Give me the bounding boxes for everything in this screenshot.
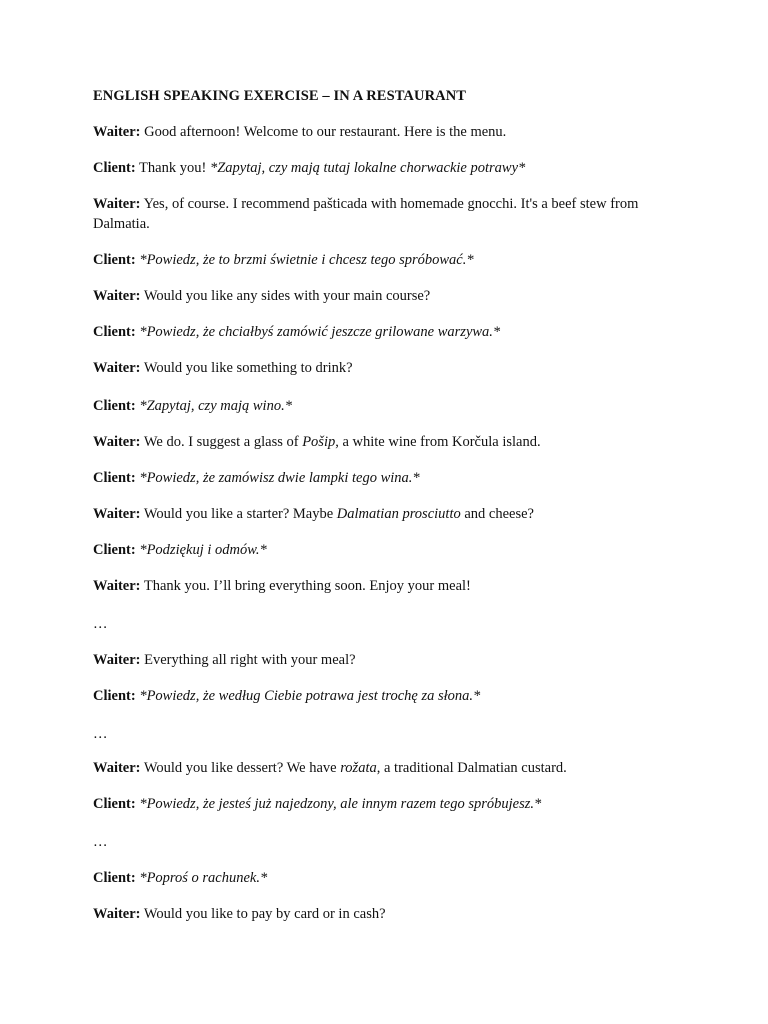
line-text: Would you like to pay by card or in cash? [140, 906, 386, 922]
ellipsis: … [93, 834, 108, 850]
dialogue-line [93, 540, 663, 560]
speaker-label: Client: [93, 470, 136, 486]
dialogue-line [93, 158, 663, 178]
dialogue-line [93, 794, 663, 814]
line-text: Good afternoon! Welcome to our restaurant. Here is the menu. [140, 124, 507, 140]
dialogue-line [93, 396, 663, 416]
dialogue-line [93, 286, 663, 306]
line-text: Everything all right with your meal? [140, 652, 356, 668]
dialogue-line [93, 650, 663, 670]
speaker-label: Client: [93, 688, 136, 704]
speaker-label: Waiter: [93, 196, 141, 212]
italic-text: *Zapytaj, czy mają wino.* [139, 398, 292, 414]
dialogue-line [93, 686, 663, 706]
italic-text: Pošip [302, 434, 336, 450]
line-text: , a white wine from Korčula island. [335, 434, 541, 450]
line-text: Would you like a starter? Maybe [140, 506, 337, 522]
line-text: , a traditional Dalmatian custard. [376, 760, 567, 776]
speaker-label: Client: [93, 252, 136, 268]
italic-text: *Powiedz, że zamówisz dwie lampki tego wina.* [139, 470, 420, 486]
italic-text: *Powiedz, że według Ciebie potrawa jest trochę za słona.* [139, 688, 481, 704]
speaker-label: Client: [93, 160, 136, 176]
speaker-label: Client: [93, 324, 136, 340]
dialogue-line [93, 468, 663, 488]
italic-text: Dalmatian prosciutto [336, 506, 461, 522]
speaker-label: Waiter: [93, 578, 141, 594]
speaker-label: Client: [93, 398, 136, 414]
speaker-label: Client: [93, 542, 136, 558]
dialogue-line [93, 322, 663, 342]
speaker-label: Client: [93, 796, 136, 812]
italic-text: *Zapytaj, czy mają tutaj lokalne chorwackie potrawy* [209, 160, 526, 176]
dialogue-line [93, 868, 663, 888]
dialogue-line [93, 758, 663, 778]
line-text: Would you like dessert? We have [140, 760, 341, 776]
dialogue-line [93, 358, 663, 378]
italic-text: *Powiedz, że chciałbyś zamówić jeszcze grilowane warzywa.* [139, 324, 501, 340]
page-title: ENGLISH SPEAKING EXERCISE – IN A RESTAURANT [93, 88, 467, 104]
speaker-label: Waiter: [93, 434, 141, 450]
speaker-label: Waiter: [93, 124, 141, 140]
dialogue-line [93, 194, 663, 234]
dialogue-line [93, 122, 663, 142]
line-text: Thank you. I’ll bring everything soon. Enjoy your meal! [140, 578, 471, 594]
speaker-label: Waiter: [93, 652, 141, 668]
italic-text: *Powiedz, że jesteś już najedzony, ale innym razem tego spróbujesz.* [139, 796, 542, 812]
ellipsis: … [93, 616, 108, 632]
speaker-label: Waiter: [93, 506, 141, 522]
italic-text: rožata [340, 760, 377, 776]
line-text: Would you like something to drink? [140, 360, 353, 376]
line-text: Thank you! [135, 160, 210, 176]
line-text: Yes, of course. I recommend pašticada with homemade gnocchi. It's a beef stew from Dalmatia. [93, 196, 639, 232]
speaker-label: Waiter: [93, 288, 141, 304]
speaker-label: Waiter: [93, 360, 141, 376]
italic-text: *Podziękuj i odmów.* [139, 542, 267, 558]
ellipsis: … [93, 726, 108, 742]
line-text: and cheese? [460, 506, 534, 522]
line-text: Would you like any sides with your main course? [140, 288, 431, 304]
speaker-label: Waiter: [93, 906, 141, 922]
speaker-label: Client: [93, 870, 136, 886]
italic-text: *Powiedz, że to brzmi świetnie i chcesz tego spróbować.* [139, 252, 474, 268]
dialogue-line [93, 250, 663, 270]
speaker-label: Waiter: [93, 760, 141, 776]
dialogue-line [93, 432, 663, 452]
dialogue-line [93, 504, 663, 524]
italic-text: *Poproś o rachunek.* [139, 870, 268, 886]
dialogue-line [93, 576, 663, 596]
line-text: We do. I suggest a glass of [140, 434, 303, 450]
dialogue-line [93, 904, 663, 924]
